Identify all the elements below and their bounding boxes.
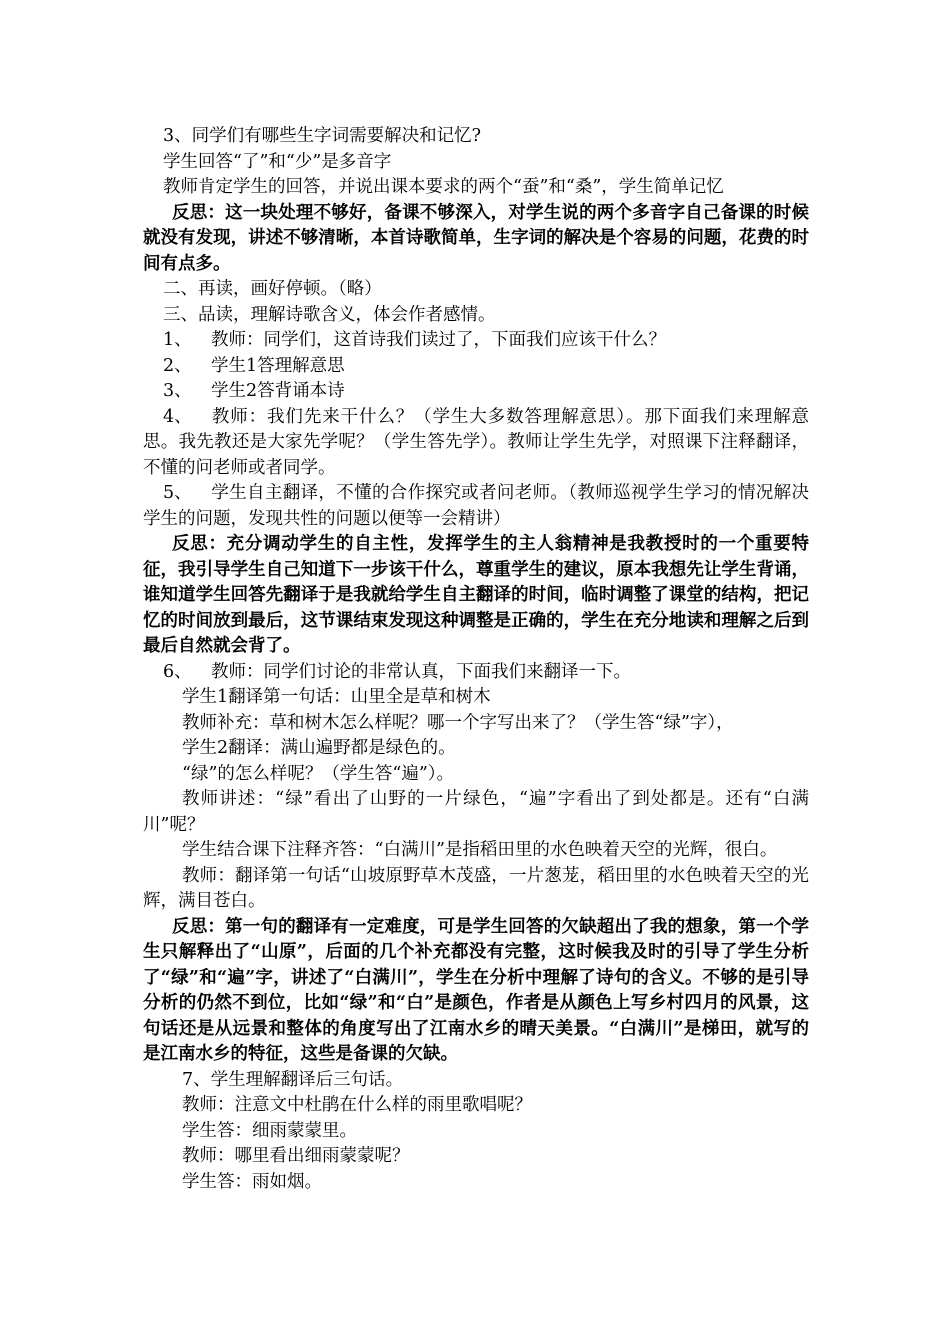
item-number: 1、	[163, 330, 192, 350]
numbered-item	[143, 660, 809, 686]
item-number: 5、	[163, 483, 192, 503]
paragraph: 学生1翻译第一句话：山里全是草和树木	[182, 687, 491, 707]
paragraph: 教师肯定学生的回答，并说出课本要求的两个“蚕”和“桑”，学生简单记忆	[163, 177, 724, 197]
item-text: 教师：同学们，这首诗我们读过了，下面我们应该干什么？	[211, 330, 666, 350]
paragraph: “绿”的怎么样呢？（学生答“遍”）。	[182, 763, 455, 784]
numbered-item	[143, 405, 809, 482]
item-text: 教师：我们先来干什么？（学生大多数答理解意思）。那下面我们来理解意思。我先教还是大家先学呢？（学生答先学）。教师让学生先学，对照课下注释翻译，不懂的问老师或者同学。	[143, 406, 809, 478]
document-body	[143, 124, 809, 1195]
item-number: 6、	[163, 661, 192, 682]
paragraph: 教师讲述：“绿”看出了山野的一片绿色，“遍”字看出了到处都是。还有“白满川”呢？	[143, 789, 809, 835]
item-text: 学生1答理解意思	[211, 355, 345, 376]
section-heading: 二、再读，画好停顿。（略）	[163, 279, 382, 299]
numbered-item	[143, 328, 809, 354]
reflection-paragraph: 反思：充分调动学生的自主性，发挥学生的主人翁精神是我教授时的一个重要特征，我引导学生自己知道下一步该干什么，尊重学生的建议，原本我想先让学生背诵，谁知道学生回答先翻译于是我就给学生自主翻译的时间，临时调整了课堂的结构，把记忆的时间放到最后，这节课结束发现这种调整是正确的，学生在充分地读和理解之后到最后自然就会背了。	[143, 534, 809, 656]
reflection-paragraph: 反思：第一句的翻译有一定难度，可是学生回答的欠缺超出了我的想象，第一个学生只解释出了“山原”，后面的几个补充都没有完整，这时候我及时的引导了学生分析了“绿”和“遍”字，讲述了“白满川”，学生在分析中理解了诗句的含义。不够的是引导分析的仍然不到位，比如“绿”和“白”是颜色，作者是从颜色上写乡村四月的风景，这句话还是从远景和整体的角度写出了江南水乡的晴天美景。“白满川”是梯田，就写的是江南水乡的特征，这些是备课的欠缺。	[143, 916, 809, 1064]
numbered-item	[143, 354, 809, 380]
paragraph: 学生2翻译：满山遍野都是绿色的。	[182, 738, 456, 758]
item-number: 4、	[163, 406, 192, 427]
question-heading: 7、学生理解翻译后三句话。	[182, 1069, 404, 1090]
item-text: 学生2答背诵本诗	[211, 381, 345, 401]
paragraph: 学生答：雨如烟。	[182, 1171, 322, 1192]
paragraph: 教师：注意文中杜鹃在什么样的雨里歌唱呢？	[182, 1095, 532, 1115]
paragraph: 教师：哪里看出细雨蒙蒙呢？	[182, 1146, 410, 1166]
question-heading: 3、同学们有哪些生字词需要解决和记忆?	[163, 126, 482, 146]
section-heading: 三、品读，理解诗歌含义，体会作者感情。	[163, 304, 496, 325]
paragraph: 教师补充：草和树木怎么样呢？哪一个字写出来了？（学生答“绿”字），	[182, 712, 734, 733]
paragraph: 学生结合课下注释齐答：“白满川”是指稻田里的水色映着天空的光辉，很白。	[182, 840, 778, 860]
paragraph: 学生回答“了”和“少”是多音字	[163, 151, 392, 172]
numbered-item	[143, 481, 809, 532]
item-number: 3、	[163, 381, 192, 401]
paragraph: 教师：翻译第一句话“山坡原野草木茂盛，一片葱茏，稻田里的水色映着天空的光辉，满目苍白。	[143, 865, 809, 911]
reflection-paragraph: 反思：这一块处理不够好，备课不够深入，对学生说的两个多音字自己备课的时候就没有发现，讲述不够清晰，本首诗歌简单，生字词的解决是个容易的问题，花费的时间有点多。	[143, 202, 809, 274]
item-text: 教师：同学们讨论的非常认真，下面我们来翻译一下。	[211, 661, 631, 682]
paragraph: 学生答：细雨蒙蒙里。	[182, 1120, 357, 1141]
numbered-item	[143, 379, 809, 405]
item-number: 2、	[163, 355, 192, 376]
item-text: 学生自主翻译，不懂的合作探究或者问老师。（教师巡视学生学习的情况解决学生的问题，发现共性的问题以便等一会精讲）	[143, 483, 809, 529]
